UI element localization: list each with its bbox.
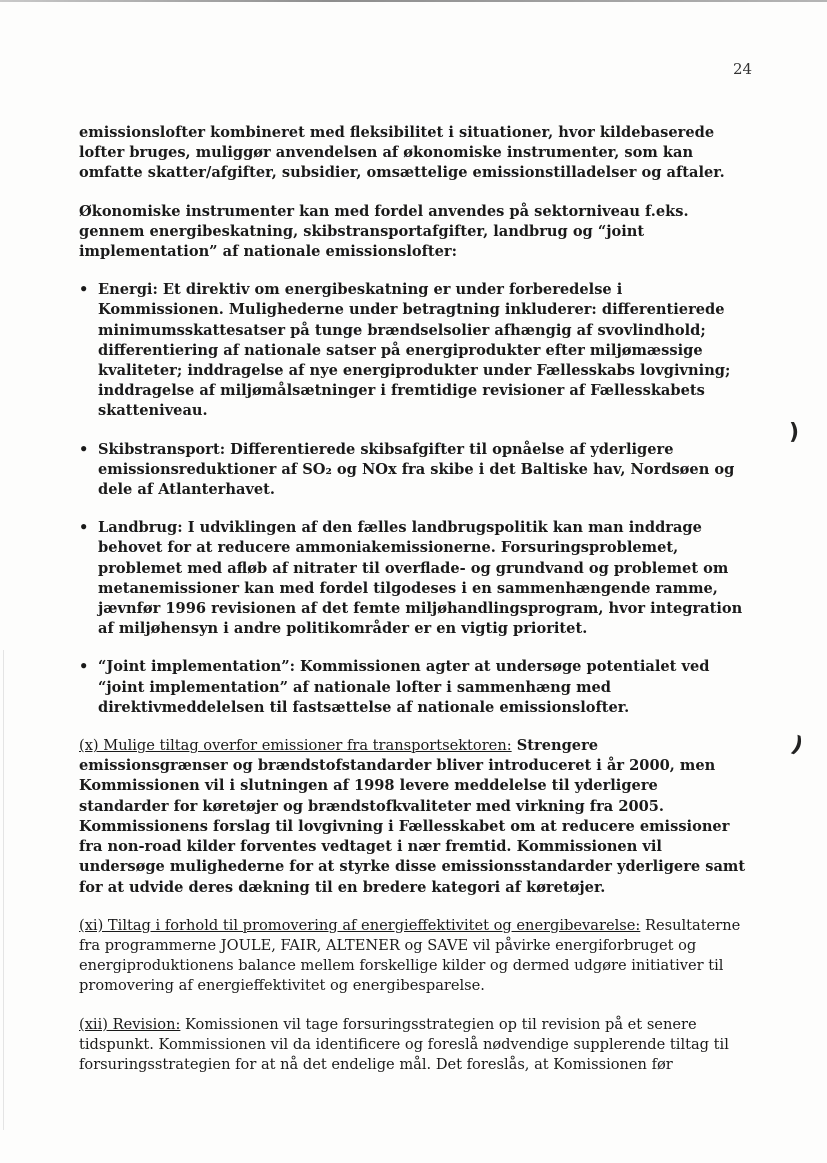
list-item-energy: • Energi: Et direktiv om energibeskatning er under forberedelse i Kommissionen. Mulighederne under betragtning inkluderer: differentierede minimumsskattesatser på tunge brændselsolier afhængig af svovlindhold; differentiering af nationale satser på energiprodukter efter miljømæssige kvaliteter; inddragelse af nye energiprodukter under Fællesskabs lovgivning; inddragelse af miljømålsætninger i fremtidige revisioner af Fællesskabets skatteniveau. (79, 280, 749, 421)
page-number: 24 (733, 60, 753, 78)
list-item-agriculture: • Landbrug: I udviklingen af den fælles landbrugspolitik kan man inddrage behovet for at reducere ammoniakemissionerne. Forsuringsproblemet, problemet med afløb af nitrater til overflade- og grundvand og problemet om metanemissioner kan med fordel tilgodeses i en sammenhængende ramme, jævnfør 1996 revisionen af det femte miljøhandlingsprogram, hvor integration af miljøhensyn i andre politikområder er en vigtig prioritet. (79, 518, 749, 639)
scan-margin-line (3, 650, 4, 1130)
margin-mark-1: ) (789, 420, 800, 445)
margin-mark-2: ) (788, 732, 807, 759)
section-x (79, 736, 749, 898)
section-x-text: Strengere emissionsgrænser og brændstofstandarder bliver introduceret i år 2000, men Kommissionen vil i slutningen af 1998 levere meddelelse til yderligere standarder for køretøjer og brændstofkvaliteter med virkning fra 2005. Kommissionens forslag til lovgivning i Fællesskabet om at reducere emissioner fra non-road kilder forventes vedtaget i nær fremtid. Kommissionen vil undersøge mulighederne for at styrke disse emissionsstandarder yderligere samt for at udvide deres dækning til en bredere kategori af køretøjer. (79, 737, 746, 896)
section-xii-heading: (xii) Revision: (79, 1015, 181, 1033)
list-item-joint-implementation: • “Joint implementation”: Kommissionen agter at undersøge potentialet ved “joint implementation” af nationale lofter i sammenhæng med direktivmeddelelsen til fastsættelse af nationale emissionslofter. (79, 657, 749, 718)
document-body (79, 123, 749, 1093)
paragraph-1: emissionslofter kombineret med fleksibilitet i situationer, hvor kildebaserede lofter bruges, muliggør anvendelsen af økonomiske instrumenter, som kan omfatte skatter/afgifter, subsidier, omsættelige emissionstilladelser og aftaler. (79, 124, 725, 182)
section-xi-text: Resultaterne fra programmerne JOULE, FAIR, ALTENER og SAVE vil påvirke energiforbruget og energiproduktionens balance mellem forskellige kilder og dermed udgøre initiativer til promovering af energieffektivitet og energibesparelse. (79, 916, 741, 995)
section-x-heading: (x) Mulige tiltag overfor emissioner fra transportsektoren: (79, 737, 512, 755)
list-item-shipping: • Skibstransport: Differentierede skibsafgifter til opnåelse af yderligere emissionsreduktioner af SO₂ og NOx fra skibe i det Baltiske hav, Nordsøen og dele af Atlanterhavet. (79, 440, 749, 501)
section-xii (79, 1015, 749, 1076)
section-xi (79, 916, 749, 997)
instrument-list (79, 280, 749, 718)
scan-top-edge (0, 0, 827, 2)
paragraph-2: Økonomiske instrumenter kan med fordel anvendes på sektorniveau f.eks. gennem energibeskatning, skibstransportafgifter, landbrug og “joint implementation” af nationale emissionslofter: (79, 202, 689, 261)
section-xi-heading: (xi) Tiltag i forhold til promovering af energieffektivitet og energibevarelse: (79, 916, 641, 934)
section-xii-text: Komissionen vil tage forsuringsstrategien op til revision på et senere tidspunkt. Kommissionen vil da identificere og foreslå nødvendige supplerende tiltag til forsuringsstrategien for at nå det endelige mål. Det foreslås, at Komissionen før (79, 1015, 729, 1073)
